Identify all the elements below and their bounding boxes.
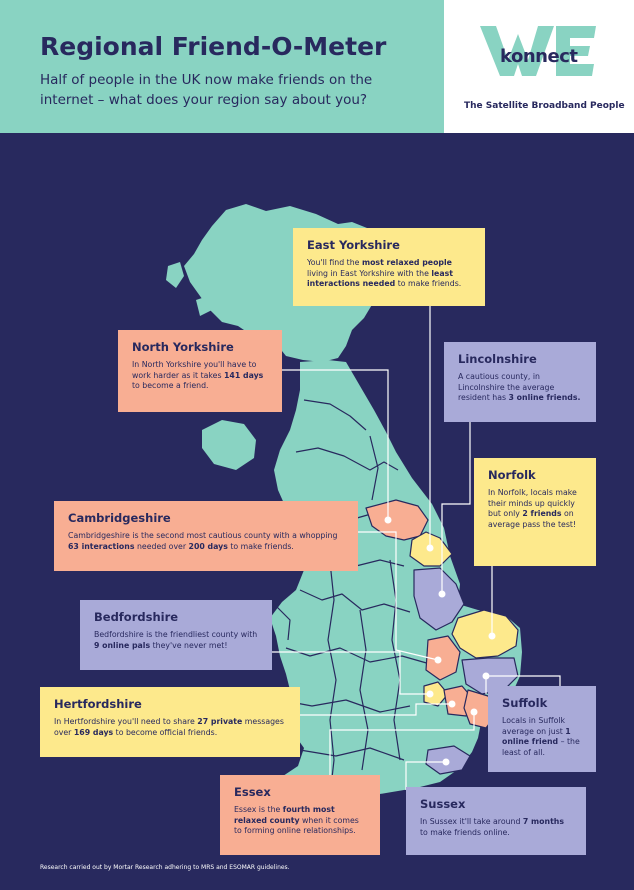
callout-text: A cautious county, in Lincolnshire the average resident has 3 online friends. [458,372,581,402]
callout-north-yorkshire [118,330,282,412]
logo-panel [444,0,634,133]
callout-text: Locals in Suffolk average on just 1 online friend – the least of all. [502,716,580,757]
callout-text: Essex is the fourth most relaxed county when it comes to forming online relationships. [234,805,359,835]
callout-title: Hertfordshire [54,697,142,711]
callout-title: Bedfordshire [94,610,179,624]
callout-title: Norfolk [488,468,536,482]
map-hebrides [166,262,184,288]
callout-text: In North Yorkshire you'll have to work harder as it takes 141 days to become a friend. [132,360,264,390]
callout-norfolk [474,458,596,566]
brand-tagline: The Satellite Broadband People [464,101,625,111]
map-northern-ireland [202,420,256,470]
page-title: Regional Friend-O-Meter [40,32,387,61]
callout-title: North Yorkshire [132,340,234,354]
callout-east-yorkshire [293,228,485,306]
callout-text: In Hertfordshire you'll need to share 27 private messages over 169 days to become official friends. [54,717,284,737]
research-footnote: Research carried out by Mortar Research adhering to MRS and ESOMAR guidelines. [40,864,290,871]
callout-title: Suffolk [502,696,548,710]
callout-title: Lincolnshire [458,352,537,366]
callout-text: In Sussex it'll take around 7 months to make friends online. [420,817,564,837]
page-subtitle: Half of people in the UK now make friends on the internet – what does your region say about you? [40,72,373,108]
callout-title: Essex [234,785,271,799]
header-banner [0,0,444,133]
callout-essex [220,775,380,855]
callout-title: Cambridgeshire [68,511,171,525]
callout-lincolnshire [444,342,596,422]
callout-sussex [406,787,586,855]
callout-hertfordshire [40,687,300,757]
callout-text: Bedfordshire is the friendliest county with 9 online pals they've never met! [94,630,258,650]
callout-text: In Norfolk, locals make their minds up quickly but only 2 friends on average pass the test! [488,488,577,529]
callout-bedfordshire [80,600,272,670]
callout-text: You'll find the most relaxed people living in East Yorkshire with the least interactions needed to make friends. [307,258,462,288]
callout-suffolk [488,686,596,772]
callout-text: Cambridgeshire is the second most cautious county with a whopping 63 interactions needed over 200 days to make friends. [68,531,338,551]
brand-name: konnect [500,46,578,67]
callout-title: Sussex [420,797,466,811]
callout-title: East Yorkshire [307,238,400,252]
callout-cambridgeshire [54,501,358,571]
